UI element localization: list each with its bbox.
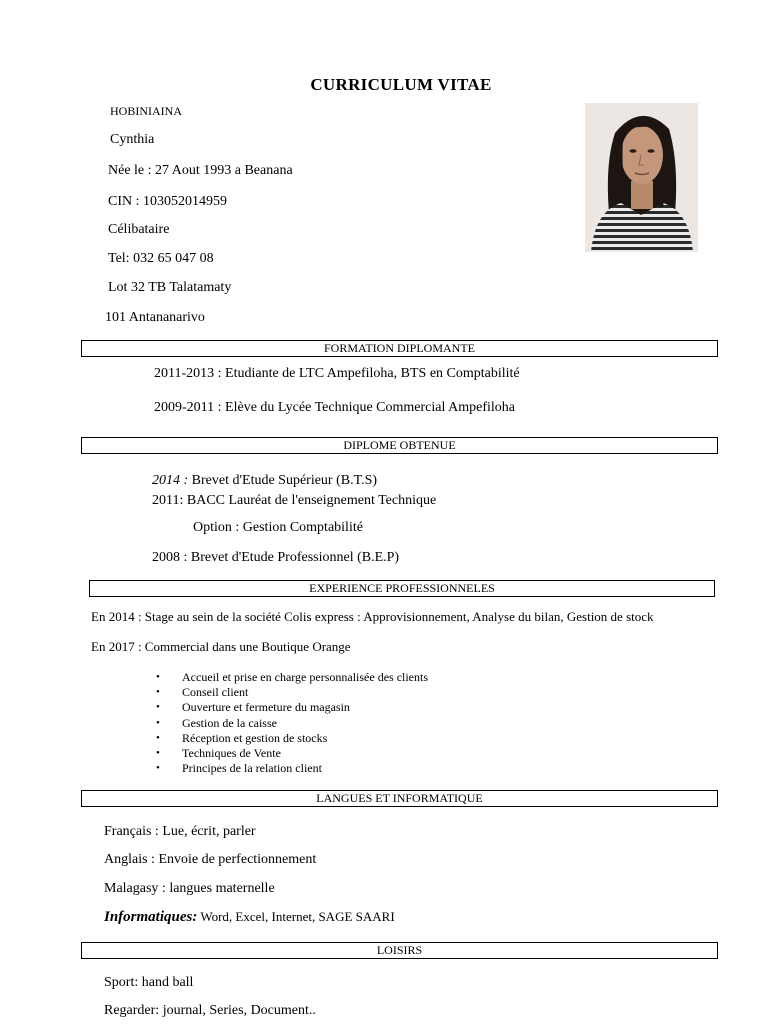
it-skills-value: Word, Excel, Internet, SAGE SAARI [197, 909, 395, 924]
list-item: • Gestion de la caisse [156, 716, 428, 731]
section-experience-header: EXPERIENCE PROFESSIONNELES [89, 580, 715, 597]
diploma-year: 2014 : [152, 473, 189, 488]
section-diplome-header: DIPLOME OBTENUE [81, 437, 718, 454]
birth-info: Née le : 27 Aout 1993 a Beanana [108, 163, 293, 178]
diploma-item: 2008 : Brevet d'Etude Professionnel (B.E.P) [152, 550, 400, 565]
section-formation-header: FORMATION DIPLOMANTE [81, 340, 718, 357]
firstname: Cynthia [110, 132, 155, 147]
diploma-text: Brevet d'Etude Supérieur (B.T.S) [188, 473, 378, 488]
address-line-2: 101 Antananarivo [105, 310, 205, 325]
language-item: Malagasy : langues maternelle [104, 881, 275, 896]
list-item: • Réception et gestion de stocks [156, 731, 428, 746]
section-loisirs-header: LOISIRS [81, 942, 718, 959]
diploma-item: 2011: BACC Lauréat de l'enseignement Technique [152, 493, 437, 508]
experience-item: En 2014 : Stage au sein de la société Colis express : Approvisionnement, Analyse du bilan, Gestion de stock [91, 609, 654, 624]
list-item: • Ouverture et fermeture du magasin [156, 700, 428, 715]
list-item: • Accueil et prise en charge personnalisée des clients [156, 670, 428, 685]
profile-photo [585, 103, 698, 252]
formation-item: 2011-2013 : Etudiante de LTC Ampefiloha, BTS en Comptabilité [154, 366, 520, 381]
language-item: Français : Lue, écrit, parler [104, 824, 256, 839]
list-item: • Principes de la relation client [156, 761, 428, 776]
diploma-option: Option : Gestion Comptabilité [193, 520, 363, 535]
list-item: • Conseil client [156, 685, 428, 700]
marital-status: Célibataire [108, 222, 170, 237]
formation-item: 2009-2011 : Elève du Lycée Technique Commercial Ampefiloha [154, 400, 515, 415]
experience-item: En 2017 : Commercial dans une Boutique Orange [91, 639, 351, 654]
list-item: • Techniques de Vente [156, 746, 428, 761]
language-item: Anglais : Envoie de perfectionnement [104, 852, 317, 867]
lastname: HOBINIAINA [110, 104, 182, 118]
hobby-item: Sport: hand ball [104, 975, 194, 990]
hobby-item: Regarder: journal, Series, Document.. [104, 1003, 316, 1018]
it-skills-label: Informatiques: [104, 909, 198, 925]
cin-info: CIN : 103052014959 [108, 194, 227, 209]
it-skills [104, 909, 395, 926]
section-langues-header: LANGUES ET INFORMATIQUE [81, 790, 718, 807]
page-title: CURRICULUM VITAE [310, 75, 492, 94]
task-list [156, 670, 428, 776]
address-line-1: Lot 32 TB Talatamaty [108, 280, 232, 295]
diploma-item [152, 473, 377, 489]
phone-info: Tel: 032 65 047 08 [108, 251, 214, 266]
portrait-image [585, 103, 698, 252]
